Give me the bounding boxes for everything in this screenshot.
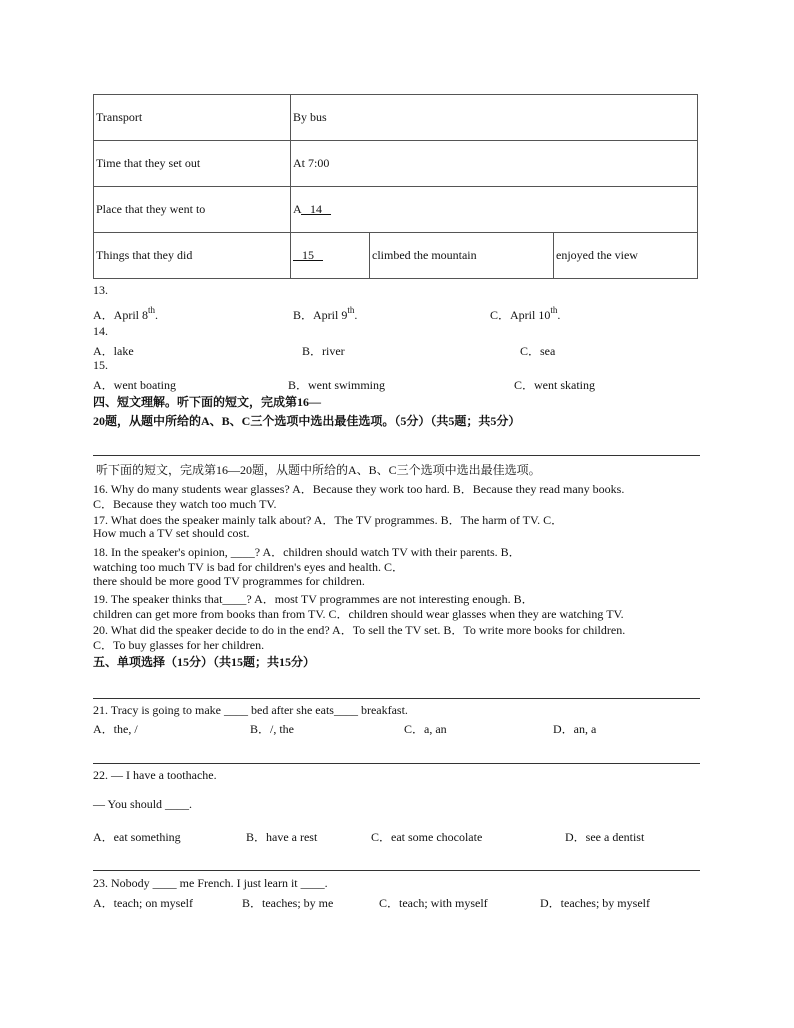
divider	[93, 763, 700, 764]
table-row	[94, 141, 698, 187]
answer-blank-15: 15	[293, 248, 323, 262]
option-c: C．April 10th.	[490, 305, 561, 322]
option-b: B．teaches; by me	[242, 896, 334, 910]
table-cell-blank	[291, 233, 370, 279]
option-a: A．lake	[93, 344, 134, 358]
text-line: children can get more from books than from TV. C．children should wear glasses when they are watching TV.	[93, 607, 624, 621]
info-table	[93, 94, 698, 279]
section-heading: 五、单项选择（15分）（共15题；共15分）	[93, 655, 316, 669]
option-c: C．teach; with myself	[379, 896, 488, 910]
text-line: 17. What does the speaker mainly talk about? A．The TV programmes. B．The harm of TV. C．	[93, 513, 564, 527]
text-line: 19. The speaker thinks that____? A．most TV programmes are not interesting enough. B．	[93, 592, 534, 606]
option-a: A．April 8th.	[93, 305, 159, 322]
table-cell-label: Things that they did	[94, 233, 291, 279]
divider	[93, 870, 700, 871]
instruction: 听下面的短文，完成第16—20题，从题中所给的A、B、C三个选项中选出最佳选项。	[96, 463, 541, 477]
section-heading: 20题，从题中所给的A、B、C三个选项中选出最佳选项。（5分）（共5题；共5分）	[93, 414, 521, 428]
question-stem: 22. — I have a toothache.	[93, 768, 217, 782]
text-line: C．Because they watch too much TV.	[93, 497, 277, 511]
table-row	[94, 95, 698, 141]
option-c: C．a, an	[404, 722, 447, 736]
option-b: B．went swimming	[288, 378, 386, 392]
question-stem: — You should ____.	[93, 797, 193, 811]
table-cell-label: Place that they went to	[94, 187, 291, 233]
text-line: 16. Why do many students wear glasses? A．Because they work too hard. B．Because they read many books.	[93, 482, 625, 496]
option-b: B．/, the	[250, 722, 294, 736]
option-a: A．the, /	[93, 722, 138, 736]
table-cell-value: At 7:00	[291, 141, 698, 187]
option-d: D．an, a	[553, 722, 597, 736]
text-line: How much a TV set should cost.	[93, 526, 250, 540]
text-line: C．To buy glasses for her children.	[93, 638, 265, 652]
divider	[93, 698, 700, 699]
option-b: B．April 9th.	[293, 305, 358, 322]
table-row	[94, 187, 698, 233]
option-b: B．have a rest	[246, 830, 318, 844]
text-line: there should be more good TV programmes for children.	[93, 574, 365, 588]
option-c: C．eat some chocolate	[371, 830, 483, 844]
answer-blank-14: 14	[301, 202, 332, 216]
question-number: 15.	[93, 358, 108, 372]
table-cell-value: climbed the mountain	[370, 233, 554, 279]
table-cell-value: By bus	[291, 95, 698, 141]
section-heading: 四、短文理解。听下面的短文，完成第16—	[93, 395, 322, 409]
table-cell-value	[291, 187, 698, 233]
option-d: D．see a dentist	[565, 830, 645, 844]
table-cell-value: enjoyed the view	[554, 233, 698, 279]
table-cell-label: Transport	[94, 95, 291, 141]
text-line: 18. In the speaker's opinion, ____? A．children should watch TV with their parents. B．	[93, 545, 521, 559]
option-b: B．river	[302, 344, 345, 358]
option-c: C．went skating	[514, 378, 595, 392]
option-a: A．went boating	[93, 378, 176, 392]
table-cell-label: Time that they set out	[94, 141, 291, 187]
option-a: A．teach; on myself	[93, 896, 193, 910]
question-number: 13.	[93, 283, 108, 297]
question-number: 14.	[93, 324, 108, 338]
question-stem: 23. Nobody ____ me French. I just learn it ____.	[93, 876, 328, 890]
option-d: D．teaches; by myself	[540, 896, 650, 910]
option-c: C．sea	[520, 344, 556, 358]
question-stem: 21. Tracy is going to make ____ bed after she eats____ breakfast.	[93, 703, 408, 717]
text-line: 20. What did the speaker decide to do in the end? A．To sell the TV set. B．To write more books for children.	[93, 623, 626, 637]
text-line: watching too much TV is bad for children's eyes and health. C．	[93, 560, 404, 574]
option-a: A．eat something	[93, 830, 181, 844]
table-row	[94, 233, 698, 279]
answer-prefix: A	[293, 202, 302, 216]
divider	[93, 455, 700, 456]
